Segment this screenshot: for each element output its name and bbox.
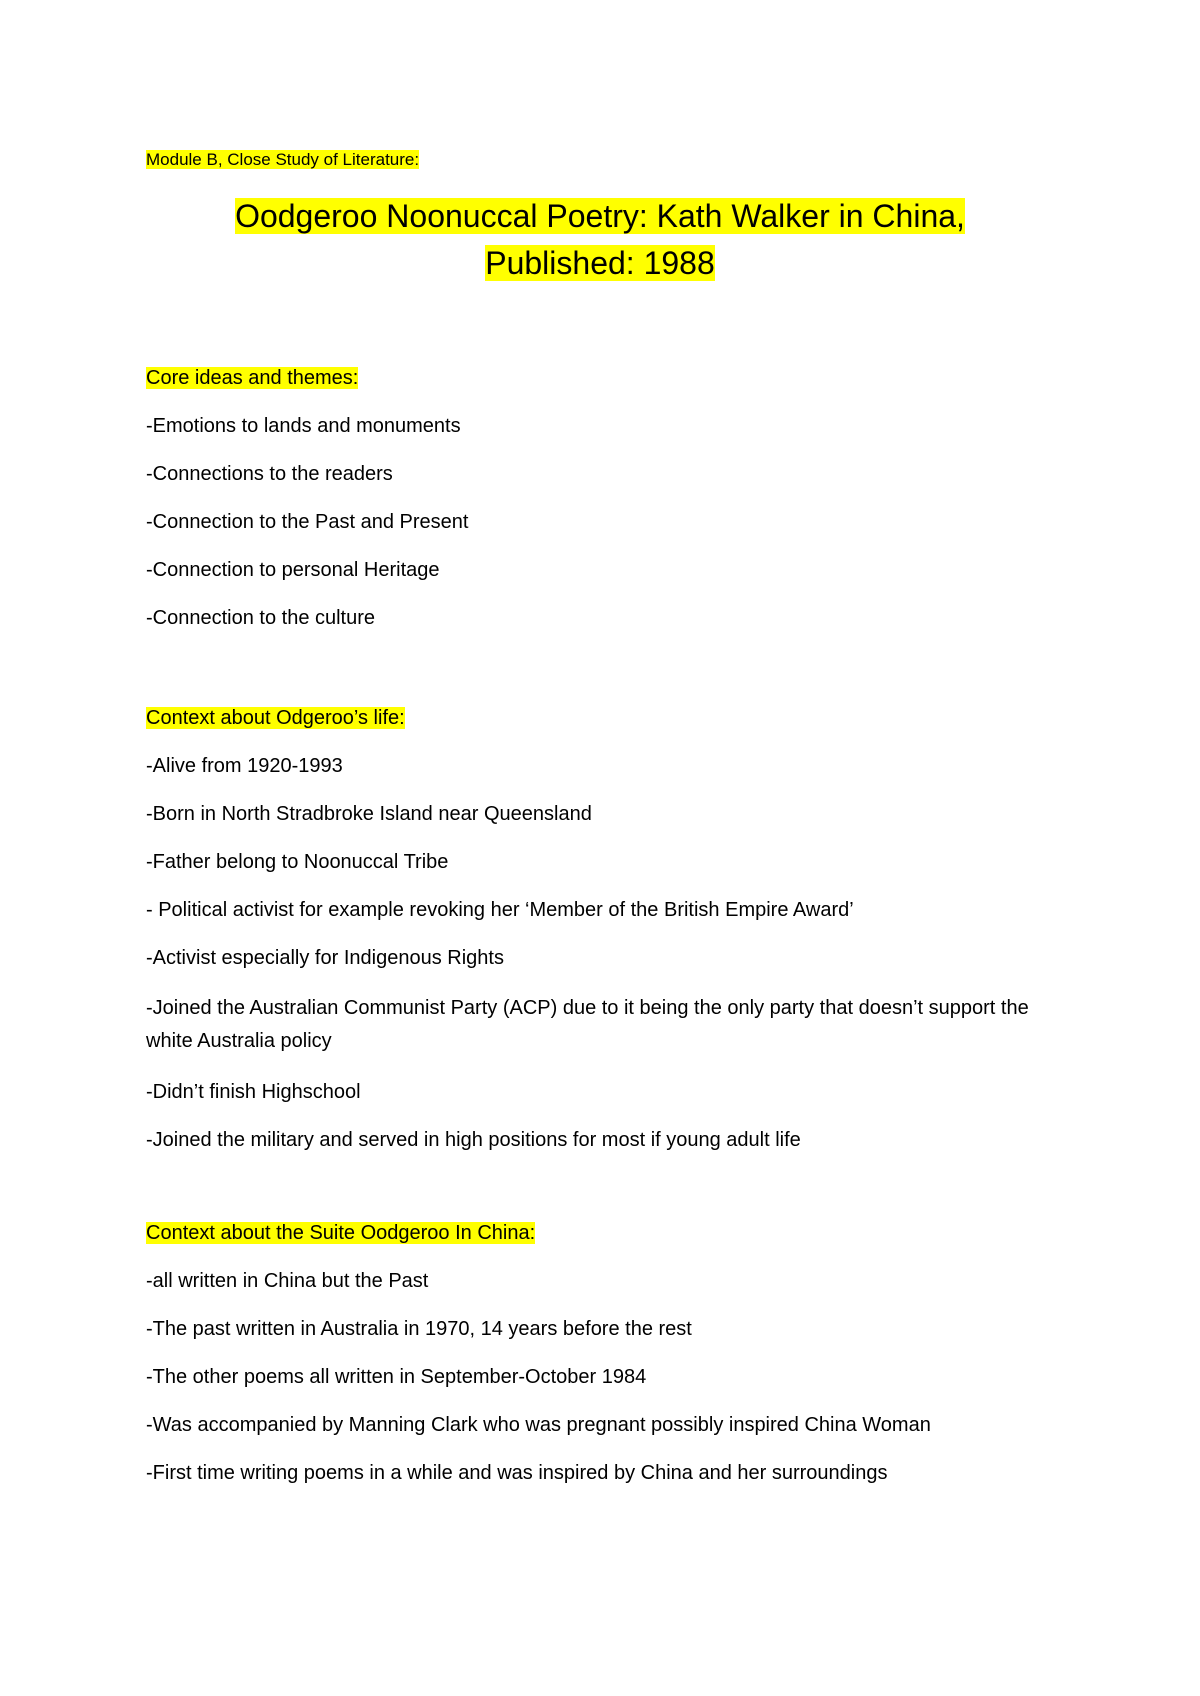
- title-line-1-wrap: [0, 193, 1200, 240]
- list-item: -Connections to the readers: [146, 463, 393, 485]
- module-label-text: Module B, Close Study of Literature:: [146, 150, 420, 169]
- section-heading-text: Context about Odgeroo’s life:: [146, 707, 405, 729]
- list-item: -Activist especially for Indigenous Rights: [146, 947, 504, 969]
- list-item: -Father belong to Noonuccal Tribe: [146, 851, 449, 873]
- list-item: -all written in China but the Past: [146, 1270, 429, 1292]
- list-item: -The other poems all written in September-October 1984: [146, 1366, 647, 1388]
- document-title: [0, 193, 1200, 287]
- list-item: -Connection to the Past and Present: [146, 511, 469, 533]
- list-item: -Connection to personal Heritage: [146, 559, 440, 581]
- section-core-ideas: [146, 364, 1046, 652]
- list-item: -Alive from 1920-1993: [146, 755, 343, 777]
- section-context-suite: [146, 1219, 1046, 1507]
- list-item: -First time writing poems in a while and was inspired by China and her surroundings: [146, 1462, 888, 1484]
- list-item: -Didn’t finish Highschool: [146, 1081, 361, 1103]
- title-line-2: Published: 1988: [485, 245, 715, 281]
- section-heading: [146, 704, 1046, 732]
- list-item: -Was accompanied by Manning Clark who was pregnant possibly inspired China Woman: [146, 1414, 931, 1436]
- list-item: -The past written in Australia in 1970, 14 years before the rest: [146, 1318, 692, 1340]
- list-item: -Joined the Australian Communist Party (ACP) due to it being the only party that doesn’t support the white Australia policy: [146, 997, 1029, 1052]
- list-item: -Connection to the culture: [146, 607, 376, 629]
- section-heading: [146, 1219, 1046, 1247]
- title-line-1: Oodgeroo Noonuccal Poetry: Kath Walker in China,: [235, 198, 965, 234]
- list-item: -Emotions to lands and monuments: [146, 415, 461, 437]
- section-heading-text: Core ideas and themes:: [146, 367, 359, 389]
- section-heading-text: Context about the Suite Oodgeroo In China:: [146, 1222, 536, 1244]
- list-item: -Joined the military and served in high positions for most if young adult life: [146, 1129, 801, 1151]
- module-label: [146, 148, 419, 172]
- section-heading: [146, 364, 1046, 392]
- list-item: -Born in North Stradbroke Island near Queensland: [146, 803, 592, 825]
- list-item: - Political activist for example revoking her ‘Member of the British Empire Award’: [146, 899, 854, 921]
- section-context-life: [146, 704, 1046, 1174]
- title-line-2-wrap: [0, 240, 1200, 287]
